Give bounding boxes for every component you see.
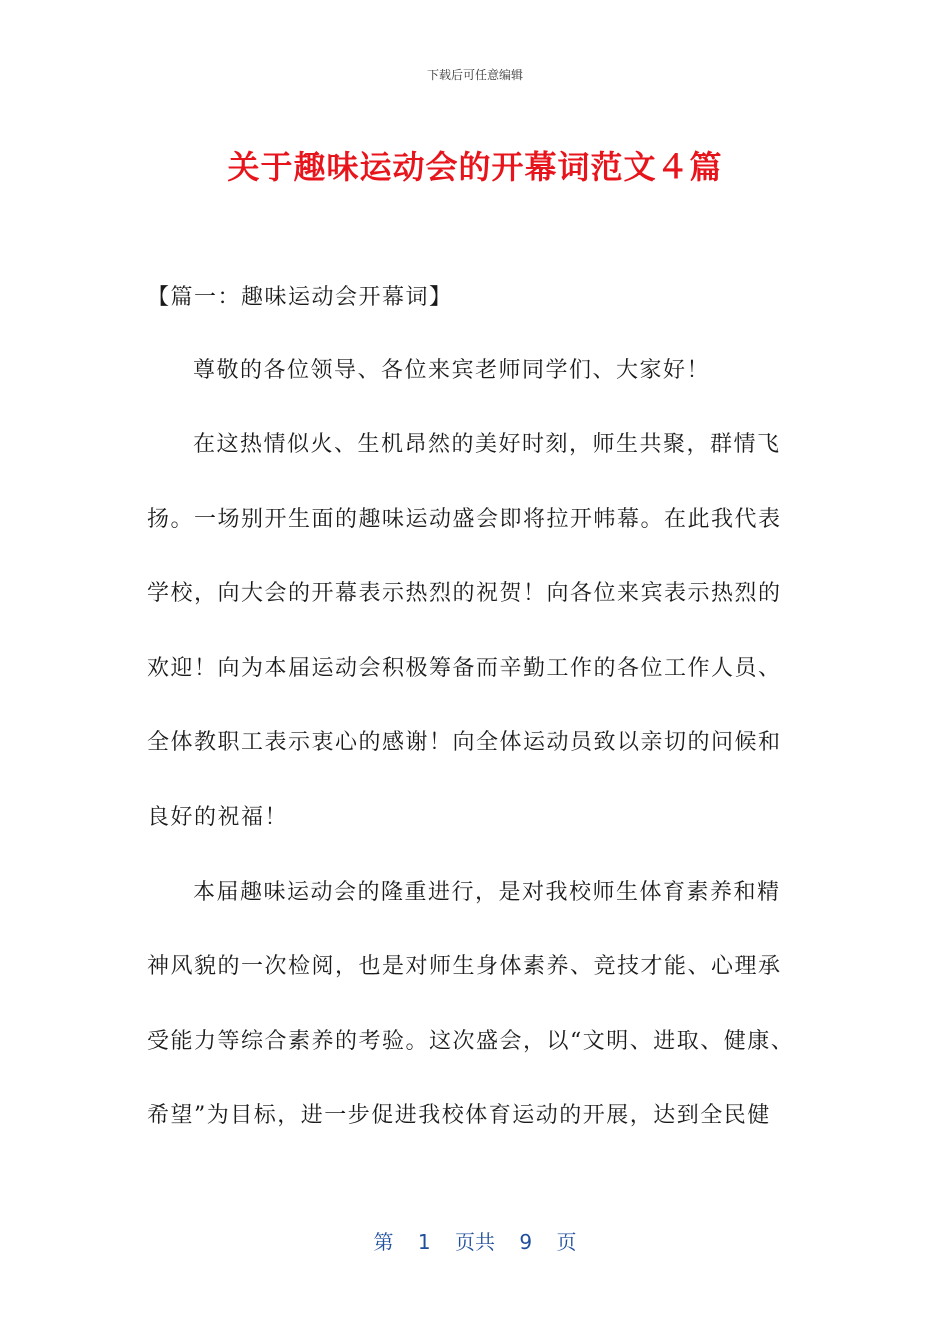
page-footer: [0, 1226, 950, 1255]
paragraph-line: 扬。一场别开生面的趣味运动盛会即将拉开帏幕。在此我代表: [147, 507, 782, 532]
header-note: 下载后可任意编辑: [426, 68, 523, 82]
page-label-prefix: 第: [373, 1230, 394, 1254]
paragraph-line: 良好的祝福！: [147, 805, 289, 830]
paragraph-line: 尊敬的各位领导、各位来宾老师同学们、大家好！: [193, 358, 711, 383]
paragraph-line: 全体教职工表示衷心的感谢！向全体运动员致以亲切的问候和: [147, 730, 782, 755]
paragraph-line: 受能力等综合素养的考验。这次盛会，以“文明、进取、健康、: [147, 1029, 795, 1054]
paragraph-line: 神风貌的一次检阅，也是对师生身体素养、竞技才能、心理承: [147, 954, 782, 979]
paragraph-line: 在这热情似火、生机昂然的美好时刻，师生共聚，群情飞: [193, 432, 781, 457]
current-page-number: 1: [417, 1230, 431, 1254]
paragraph-line: 学校，向大会的开幕表示热烈的祝贺！向各位来宾表示热烈的: [147, 581, 782, 606]
paragraph-line: 本届趣味运动会的隆重进行，是对我校师生体育素养和精: [193, 880, 781, 905]
total-pages-number: 9: [519, 1230, 533, 1254]
page-label-mid: 页共: [455, 1230, 495, 1254]
page-label-suffix: 页: [556, 1230, 577, 1254]
section-heading: 【篇一：趣味运动会开幕词】: [147, 285, 453, 310]
document-title: 关于趣味运动会的开幕词范文４篇: [227, 148, 723, 186]
paragraph-line: 希望”为目标，进一步促进我校体育运动的开展，达到全民健: [147, 1103, 771, 1128]
paragraph-line: 欢迎！向为本届运动会积极筹备而辛勤工作的各位工作人员、: [147, 656, 782, 681]
